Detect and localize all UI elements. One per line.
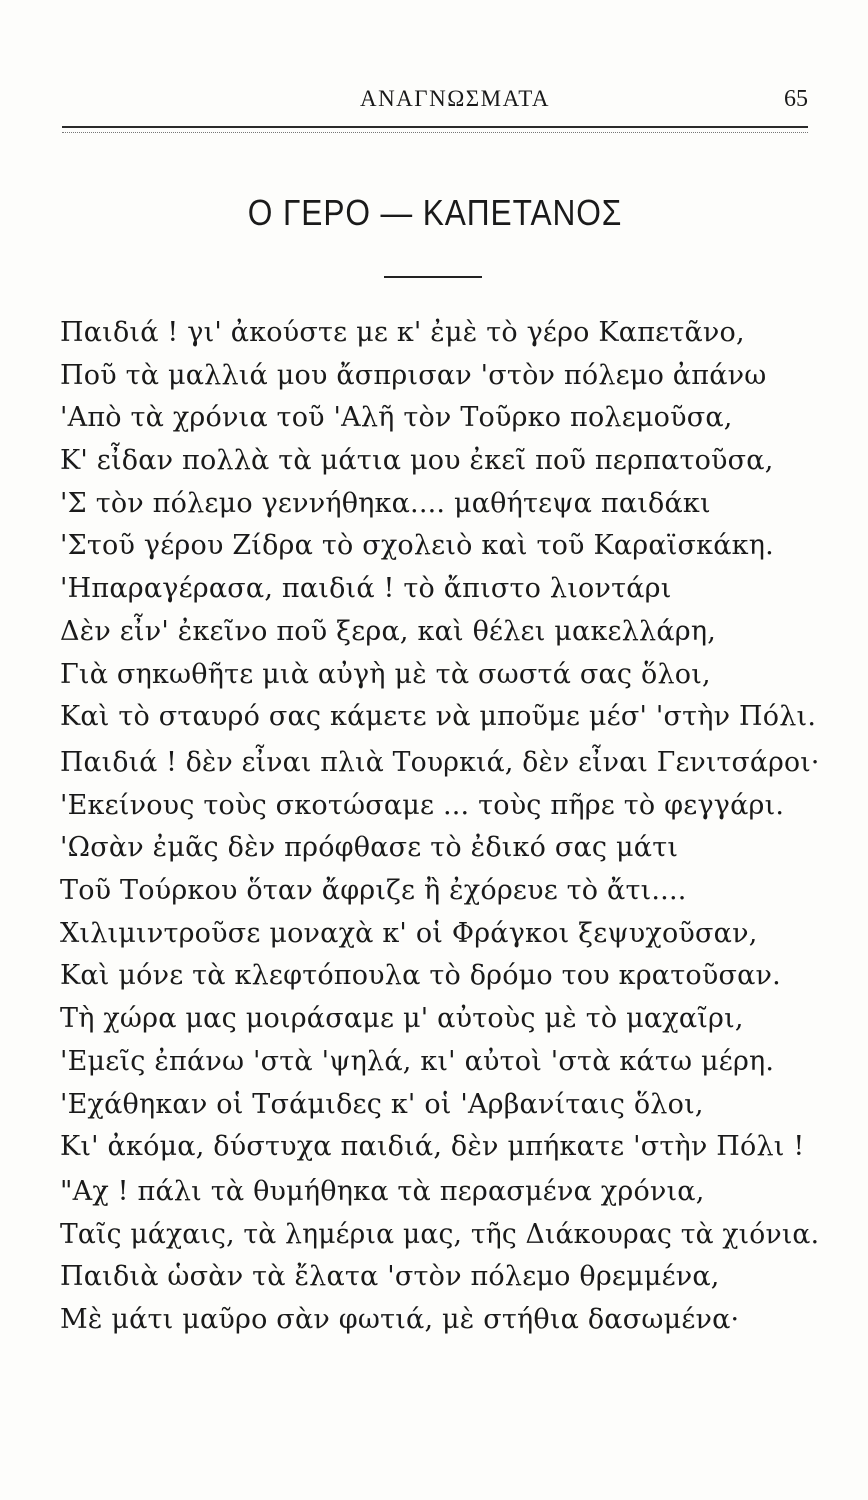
verse-line: 'Εχάθηκαν οἱ Τσάμιδες κ' οἱ 'Αρβανίταις ὅλοι, (60, 1088, 704, 1120)
verse-line: 'Εμεῖς ἐπάνω 'στὰ 'ψηλά, κι' αὐτοὶ 'στὰ κάτω μέρη. (60, 1045, 775, 1077)
verse-line: Ταῖς μάχαις, τὰ λημέρια μας, τῆς Διάκουρας τὰ χιόνια. (60, 1218, 820, 1250)
verse-line: 'Εκείνους τοὺς σκοτώσαμε ... τοὺς πῆρε τὸ φεγγάρι. (60, 789, 785, 821)
verse-line: 'Απὸ τὰ χρόνια τοῦ 'Αλῆ τὸν Τοῦρκο πολεμοῦσα, (60, 402, 733, 434)
verse-line: Δὲν εἶν' ἐκεῖνο ποῦ ξερα, καὶ θέλει μακελλάρη, (60, 615, 717, 647)
verse-line: 'Ηπαραγέρασα, παιδιά ! τὸ ἄπιστο λιοντάρι (60, 573, 672, 605)
header-rule (62, 126, 808, 128)
running-head (60, 86, 810, 120)
verse-line: Παιδιά ! γι' ἀκούστε με κ' ἐμὲ τὸ γέρο Καπετᾶνο, (60, 317, 745, 348)
verse-line: Παιδιά ! δὲν εἶναι πλιὰ Τουρκιά, δὲν εἶναι Γενιτσάροι· (60, 747, 820, 778)
stanza-2 (60, 742, 820, 1169)
verse-line: 'Σ τὸν πόλεμο γεννήθηκα.... μαθήτεψα παιδάκι (60, 487, 711, 519)
header-rule-dotted (62, 132, 808, 133)
stanza-3 (60, 1171, 820, 1342)
verse-line: "Αχ ! πάλι τὰ θυμήθηκα τὰ περασμένα χρόνια, (60, 1176, 705, 1207)
verse-line: Μὲ μάτι μαῦρο σὰν φωτιά, μὲ στήθια δασωμένα· (60, 1304, 740, 1336)
title-divider (384, 276, 482, 278)
page-number: 65 (784, 86, 808, 112)
verse-line: 'Στοῦ γέρου Ζίδρα τὸ σχολειὸ καὶ τοῦ Καραϊσκάκη. (60, 530, 774, 562)
verse-line: Τὴ χώρα μας μοιράσαμε μ' αὐτοὺς μὲ τὸ μαχαῖρι, (60, 1003, 744, 1035)
verse-line: Καὶ τὸ σταυρό σας κάμετε νὰ μποῦμε μέσ' 'στὴν Πόλι. (60, 701, 817, 733)
verse-line: 'Ωσὰν ἐμᾶς δὲν πρόφθασε τὸ ἐδικό σας μάτι (60, 832, 679, 864)
stanza-1 (60, 312, 820, 739)
verse-line: Τοῦ Τούρκου ὅταν ἄφριζε ἢ ἐχόρευε τὸ ἄτι.... (60, 875, 687, 907)
verse-line: Καὶ μόνε τὰ κλεφτόπουλα τὸ δρόμο του κρατοῦσαν. (60, 960, 781, 992)
verse-line: Ποῦ τὰ μαλλιά μου ἄσπρισαν 'στὸν πόλεμο ἀπάνω (60, 359, 767, 391)
running-title: ΑΝΑΓΝΩΣΜΑΤΑ (359, 86, 551, 111)
verse-line: Παιδιὰ ὡσὰν τὰ ἔλατα 'στὸν πόλεμο θρεμμένα, (60, 1261, 720, 1293)
verse-line: Κι' ἀκόμα, δύστυχα παιδιά, δὲν μπήκατε 'στὴν Πόλι ! (60, 1131, 805, 1163)
verse-line: Χιλιμιντροῦσε μοναχὰ κ' οἱ Φράγκοι ξεψυχοῦσαν, (60, 917, 758, 949)
verse-line: Γιὰ σηκωθῆτε μιὰ αὐγὴ μὲ τὰ σωστά σας ὅλοι, (60, 658, 711, 690)
verse-line: Κ' εἶδαν πολλὰ τὰ μάτια μου ἐκεῖ ποῦ περπατοῦσα, (60, 445, 774, 477)
poem-title: Ο ΓΕΡΟ — ΚΑΠΕΤΑΝΟΣ (247, 192, 623, 233)
